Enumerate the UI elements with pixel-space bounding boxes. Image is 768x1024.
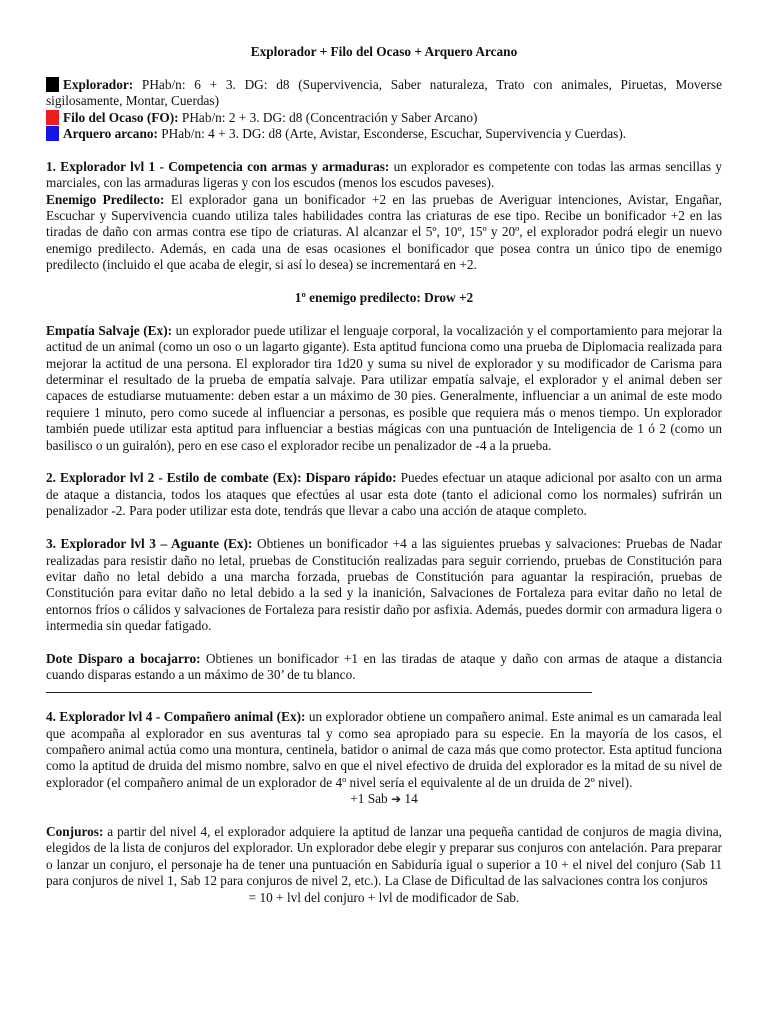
section-heading: 1. Explorador lvl 1 - Competencia con armas y armaduras: bbox=[46, 158, 390, 174]
class-color-square-red bbox=[46, 110, 59, 125]
class-color-square-black bbox=[46, 77, 59, 92]
arrow-right-icon: ➔ bbox=[391, 792, 402, 807]
class-description: PHab/n: 4 + 3. DG: d8 (Arte, Avistar, Esconderse, Escuchar, Supervivencia y Cuerdas). bbox=[157, 126, 627, 142]
section-heading: Enemigo Predilecto: bbox=[46, 191, 165, 207]
section-heading: 3. Explorador lvl 3 – Aguante (Ex): bbox=[46, 536, 253, 552]
section-text: Puedes efectuar un ataque adicional por asalto con un arma de ataque a distancia, todos los ataques que efectúes al usar esta dote (tanto el adicional como los normales) sufrirán un penalizador -2. Para poder utilizar esta dote, tendrás que llevar a cabo una acción de ataque completo. bbox=[46, 470, 722, 519]
document-title: Explorador + Filo del Ocaso + Arquero Arcano bbox=[250, 44, 518, 59]
section-heading: Conjuros: bbox=[46, 823, 104, 839]
class-filo-del-ocaso bbox=[46, 110, 722, 126]
sabiduria-bonus-line bbox=[46, 791, 722, 807]
section-3-paragraph bbox=[46, 536, 722, 634]
class-description: PHab/n: 2 + 3. DG: d8 (Concentración y Saber Arcano) bbox=[178, 109, 478, 125]
bonus-left: +1 Sab bbox=[350, 791, 388, 807]
class-name: Arquero arcano: bbox=[63, 126, 158, 142]
class-arquero-arcano bbox=[46, 126, 722, 142]
section-text: un explorador puede utilizar el lenguaje corporal, la vocalización y el comportamiento para mejorar la actitud de un animal (como un oso o un lagarto gigante). Esta aptitud funciona como una prueba de Diplomacia realizada para mejorar la actitud de una persona. El explorador tira 1d20 y suma su nivel de explorador y su modificador de Carisma para determinar el resultado de la prueba de empatía salvaje. Para utilizar empatía salvaje, el explorador y el animal deben ser capaces de estudiarse mutuamente: deben estar a un máximo de 30 pies. Generalmente, influenciar a un animal de este modo requiere 1 minuto, pero como sucede al influenciar a personas, es posible que requiera más o menos tiempo. Un explorador también puede utilizar esta aptitud para influenciar a bestias mágicas con una puntuación de Inteligencia de 1 ó 2 (como un basilisco o un guiralón), pero en ese caso el explorador recibe un penalizador de -4 a la prueba. bbox=[46, 322, 722, 453]
section-heading: Dote Disparo a bocajarro: bbox=[46, 650, 201, 666]
class-color-square-blue bbox=[46, 126, 59, 141]
section-heading: 2. Explorador lvl 2 - Estilo de combate (Ex): Disparo rápido: bbox=[46, 470, 397, 486]
section-text: Obtienes un bonificador +4 a las siguientes pruebas y salvaciones: Pruebas de Nadar realizadas para resistir daño no letal, pruebas de Constitución realizadas para seguir corriendo, pruebas de Constitución para evitar daño no letal debido a una marcha forzada, pruebas de Constitución para aguantar la respiración, pruebas de Constitución para evitar daño no letal debido a la sed y la inanición, Salvaciones de Fortaleza para evitar daño no letal de entornos fríos o cálidos y salvaciones de Fortaleza para resistir daño por asfixia. Además, puedes dormir con armadura ligera o intermedia sin quedar fatigado. bbox=[46, 536, 722, 634]
conjuros-paragraph bbox=[46, 824, 722, 890]
section-text: a partir del nivel 4, el explorador adquiere la aptitud de lanzar una pequeña cantidad de conjuros de magia divina, elegidos de la lista de conjuros del explorador. Un explorador debe elegir y preparar sus conjuros con antelación. Para preparar o lanzar un conjuro, el personaje ha de tener una puntuación en Sabiduría igual o superior a 10 + el nivel del conjuro (Sab 11 para conjuros de nivel 1, Sab 12 para conjuros de nivel 2, etc.). La Clase de Dificultad de las salvaciones contra los conjuros bbox=[46, 823, 722, 889]
enemigo-predilecto-paragraph bbox=[46, 192, 722, 274]
section-heading: 4. Explorador lvl 4 - Compañero animal (Ex): bbox=[46, 709, 306, 725]
bonus-right: 14 bbox=[404, 791, 418, 807]
conjuros-formula: = 10 + lvl del conjuro + lvl de modificador de Sab. bbox=[248, 889, 520, 905]
class-name: Filo del Ocaso (FO): bbox=[63, 109, 179, 125]
empatia-salvaje-paragraph bbox=[46, 323, 722, 454]
section-text: un explorador obtiene un compañero animal. Este animal es un camarada leal que acompaña al explorador en sus aventuras tal y como sea apropiado para su especie. En la mayoría de los casos, el compañero animal actúa como una montura, centinela, batidor o animal de caza más que como protector. Esta aptitud funciona como la aptitud de druida del mismo nombre, salvo en que el nivel efectivo de druida del explorador es la mitad de su nivel de explorador (el compañero animal de un explorador de 4º nivel sería el equivalente al de un druida de 2º nivel). bbox=[46, 709, 722, 790]
section-heading: Empatía Salvaje (Ex): bbox=[46, 322, 173, 338]
class-explorador bbox=[46, 77, 722, 110]
section-text: Obtienes un bonificador +1 en las tiradas de ataque y daño con armas de ataque a distancia cuando disparas estando a un máximo de 30’ de tu blanco. bbox=[46, 650, 722, 683]
section-text: El explorador gana un bonificador +2 en las pruebas de Averiguar intenciones, Avistar, Engañar, Escuchar y Supervivencia cuando utiliza tales habilidades contra las criaturas de ese tipo. Recibe un bonificador +2 en las tiradas de daño con armas contra ese tipo de criaturas. Al alcanzar el 5º, 10º, 15º y 20º, el explorador podrá elegir un nuevo enemigo predilecto. Además, en cada una de esas ocasiones el bonificador que posea contra un único tipo de enemigo predilecto (incluido el que acaba de elegir, si así lo desea) se incrementará en +2. bbox=[46, 191, 722, 273]
section-4-paragraph bbox=[46, 709, 722, 791]
section-text: un explorador es competente con todas las armas sencillas y marciales, con las armaduras ligeras y con los escudos (menos los escudos paveses). bbox=[46, 158, 722, 191]
class-description: PHab/n: 6 + 3. DG: d8 (Supervivencia, Saber naturaleza, Trato con animales, Piruetas, Moverse sigilosamente, Montar, Cuerdas) bbox=[46, 76, 722, 109]
section-1-paragraph bbox=[46, 159, 722, 192]
dote-paragraph bbox=[46, 651, 722, 684]
section-2-paragraph bbox=[46, 470, 722, 519]
enemigo-choice: 1º enemigo predilecto: Drow +2 bbox=[294, 290, 474, 306]
class-name: Explorador: bbox=[63, 76, 134, 92]
